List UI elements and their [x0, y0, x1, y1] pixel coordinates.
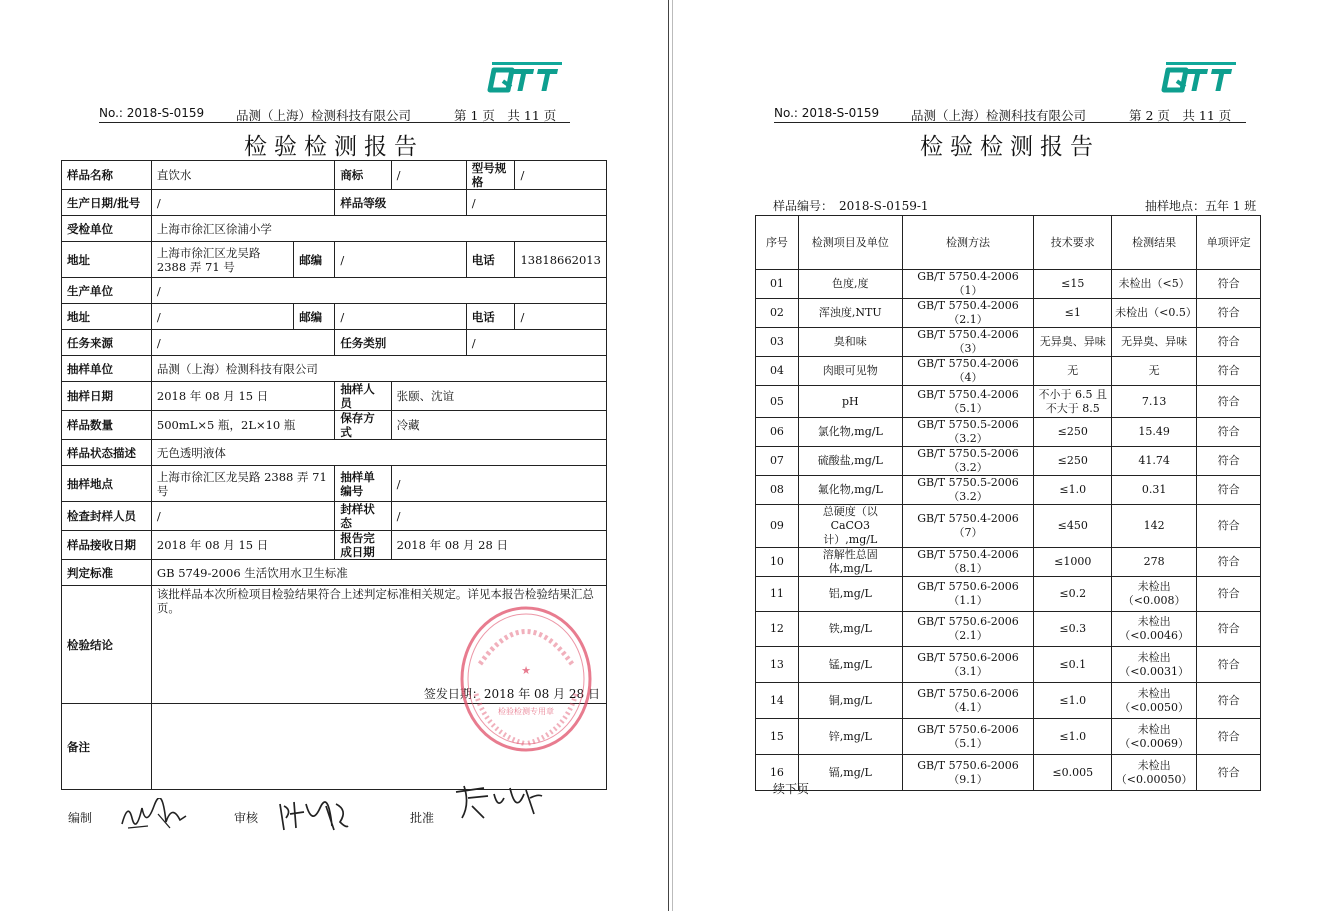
test-item: 硫酸盐,mg/L [798, 447, 902, 476]
approve-label: 批准 [410, 811, 435, 825]
row-number: 12 [756, 612, 799, 647]
requirement: ≤250 [1034, 418, 1112, 447]
field-label: 地址 [62, 304, 152, 330]
requirement: 无 [1034, 357, 1112, 386]
requirement: ≤0.005 [1034, 755, 1112, 791]
field-label: 商标 [335, 161, 391, 190]
requirement: ≤1.0 [1034, 683, 1112, 719]
field-label: 封样状态 [335, 502, 391, 531]
postcode2-value: / [335, 304, 466, 330]
state-value: 无色透明液体 [151, 440, 606, 466]
page-header [774, 106, 1246, 123]
test-result: 278 [1112, 548, 1197, 577]
field-label: 生产日期/批号 [62, 190, 152, 216]
phone-value: 13818662013 [515, 242, 607, 278]
evaluation: 符合 [1197, 719, 1261, 755]
trademark-value: / [391, 161, 466, 190]
review-signature-icon [276, 796, 352, 836]
table-row [62, 330, 607, 356]
table-row [756, 386, 1261, 418]
evaluation: 符合 [1197, 577, 1261, 612]
test-item: pH [798, 386, 902, 418]
table-row [756, 647, 1261, 683]
standard-value: GB 5749-2006 生活饮用水卫生标准 [151, 560, 606, 586]
storage-value: 冷藏 [391, 411, 606, 440]
evaluation: 符合 [1197, 755, 1261, 791]
column-header: 检测方法 [902, 216, 1034, 270]
report-number: No.: 2018-S-0159 [774, 106, 880, 120]
field-label: 抽样日期 [62, 382, 152, 411]
test-method: GB/T 5750.5-2006（3.2） [902, 447, 1034, 476]
address2-value: / [151, 304, 293, 330]
field-label: 任务来源 [62, 330, 152, 356]
quantity-value: 500mL×5 瓶，2L×10 瓶 [151, 411, 334, 440]
requirement: ≤450 [1034, 505, 1112, 548]
test-method: GB/T 5750.6-2006（1.1） [902, 577, 1034, 612]
qtt-logo [484, 60, 562, 94]
test-item: 总硬度（以 CaCO3 计）,mg/L [798, 505, 902, 548]
test-method: GB/T 5750.4-2006 （3） [902, 328, 1034, 357]
evaluation: 符合 [1197, 548, 1261, 577]
field-label: 备注 [62, 704, 152, 790]
field-label: 邮编 [294, 304, 335, 330]
grade-value: / [466, 190, 606, 216]
test-item: 溶解性总固体,mg/L [798, 548, 902, 577]
test-result: 未检出 （<0.0046） [1112, 612, 1197, 647]
prod-date-value: / [151, 190, 334, 216]
test-result: 41.74 [1112, 447, 1197, 476]
field-label: 样品等级 [335, 190, 466, 216]
test-method: GB/T 5750.6-2006（2.1） [902, 612, 1034, 647]
test-method: GB/T 5750.4-2006（8.1） [902, 548, 1034, 577]
conclusion-text: 该批样品本次所检项目检验结果符合上述判定标准相关规定。详见本报告检验结果汇总页。 [156, 587, 594, 615]
evaluation: 符合 [1197, 386, 1261, 418]
postcode-value: / [335, 242, 466, 278]
table-row [756, 548, 1261, 577]
task-type-value: / [466, 330, 606, 356]
report-page-2 [673, 0, 1342, 911]
sampling-date-value: 2018 年 08 月 15 日 [151, 382, 334, 411]
column-header: 技术要求 [1034, 216, 1112, 270]
column-header: 检测结果 [1112, 216, 1197, 270]
field-label: 样品接收日期 [62, 531, 152, 560]
table-row [62, 466, 607, 502]
compile-label: 编制 [68, 811, 93, 825]
row-number: 04 [756, 357, 799, 386]
issue-date: 签发日期：2018 年 08 月 28 日 [423, 687, 600, 701]
qtt-logo [1158, 60, 1236, 94]
model-value: / [515, 161, 607, 190]
table-row [756, 612, 1261, 647]
row-number: 05 [756, 386, 799, 418]
evaluation: 符合 [1197, 476, 1261, 505]
test-item: 色度,度 [798, 270, 902, 299]
test-item: 浑浊度,NTU [798, 299, 902, 328]
field-label: 抽样地点 [62, 466, 152, 502]
row-number: 03 [756, 328, 799, 357]
requirement: ≤250 [1034, 447, 1112, 476]
table-row [62, 278, 607, 304]
table-row [756, 683, 1261, 719]
table-row [756, 328, 1261, 357]
test-result: 无 [1112, 357, 1197, 386]
sheet-no-value: / [391, 466, 606, 502]
qtt-logo-icon [484, 60, 562, 94]
table-row [62, 586, 607, 704]
table-row [62, 560, 607, 586]
test-item: 氯化物,mg/L [798, 418, 902, 447]
test-result: 未检出 （<0.008） [1112, 577, 1197, 612]
page-number: 第 2 页 共 11 页 [1129, 108, 1232, 123]
requirement: ≤0.2 [1034, 577, 1112, 612]
test-item: 铁,mg/L [798, 612, 902, 647]
row-number: 16 [756, 755, 799, 791]
requirement: 无异臭、异味 [1034, 328, 1112, 357]
task-source-value: / [151, 330, 334, 356]
test-item: 锰,mg/L [798, 647, 902, 683]
table-row [62, 704, 607, 790]
row-number: 07 [756, 447, 799, 476]
test-method: GB/T 5750.4-2006（1） [902, 270, 1034, 299]
test-method: GB/T 5750.4-2006（7） [902, 505, 1034, 548]
test-item: 肉眼可见物 [798, 357, 902, 386]
table-row [756, 577, 1261, 612]
approve-signature-icon [454, 784, 544, 824]
table-row [62, 304, 607, 330]
report-title: 检验检测报告 [920, 134, 1100, 160]
sample-number: 样品编号： 2018-S-0159-1 [773, 199, 929, 213]
table-row [62, 216, 607, 242]
requirement: ≤0.3 [1034, 612, 1112, 647]
test-result: 未检出 （<0.0069） [1112, 719, 1197, 755]
test-method: GB/T 5750.4-2006（4） [902, 357, 1034, 386]
qtt-logo-icon [1158, 60, 1236, 94]
seal-state-value: / [391, 502, 606, 531]
test-method: GB/T 5750.6-2006（3.1） [902, 647, 1034, 683]
table-row [62, 440, 607, 466]
company-name: 品测（上海）检测科技有限公司 [911, 108, 1087, 123]
row-number: 15 [756, 719, 799, 755]
table-row [62, 242, 607, 278]
row-number: 02 [756, 299, 799, 328]
table-row [756, 719, 1261, 755]
test-method: GB/T 5750.6-2006（4.1） [902, 683, 1034, 719]
table-row [756, 418, 1261, 447]
report-page-1 [0, 0, 668, 911]
table-row [62, 502, 607, 531]
table-row [756, 270, 1261, 299]
page-header [99, 106, 570, 123]
phone2-value: / [515, 304, 607, 330]
test-result: 15.49 [1112, 418, 1197, 447]
results-table [755, 215, 1261, 791]
evaluation: 符合 [1197, 357, 1261, 386]
row-number: 06 [756, 418, 799, 447]
continued-note: 续下页 [773, 782, 810, 796]
report-title: 检验检测报告 [244, 134, 424, 160]
row-number: 09 [756, 505, 799, 548]
table-row [62, 411, 607, 440]
table-row [756, 357, 1261, 386]
conclusion-cell [151, 586, 606, 704]
column-header: 单项评定 [1197, 216, 1261, 270]
table-row [62, 356, 607, 382]
client-value: 上海市徐汇区徐浦小学 [151, 216, 606, 242]
test-method: GB/T 5750.5-2006（3.2） [902, 418, 1034, 447]
sample-name-value: 直饮水 [151, 161, 334, 190]
company-name: 品测（上海）检测科技有限公司 [236, 108, 412, 123]
row-number: 13 [756, 647, 799, 683]
test-item: 氟化物,mg/L [798, 476, 902, 505]
evaluation: 符合 [1197, 270, 1261, 299]
row-number: 14 [756, 683, 799, 719]
evaluation: 符合 [1197, 299, 1261, 328]
column-header: 检测项目及单位 [798, 216, 902, 270]
test-method: GB/T 5750.5-2006（3.2） [902, 476, 1034, 505]
receive-date-value: 2018 年 08 月 15 日 [151, 531, 334, 560]
table-row [62, 190, 607, 216]
field-label: 电话 [466, 304, 515, 330]
field-label: 样品状态描述 [62, 440, 152, 466]
test-result: 未检出 （<0.0050） [1112, 683, 1197, 719]
test-result: 未检出 （<0.0031） [1112, 647, 1197, 683]
test-result: 未检出 （<0.00050） [1112, 755, 1197, 791]
test-method: GB/T 5750.4-2006（5.1） [902, 386, 1034, 418]
column-header: 序号 [756, 216, 799, 270]
requirement: ≤1.0 [1034, 719, 1112, 755]
row-number: 08 [756, 476, 799, 505]
test-method: GB/T 5750.4-2006（2.1） [902, 299, 1034, 328]
field-label: 样品名称 [62, 161, 152, 190]
test-item: 锌,mg/L [798, 719, 902, 755]
table-row [62, 161, 607, 190]
field-label: 判定标准 [62, 560, 152, 586]
report-info-table [61, 160, 607, 790]
report-number: No.: 2018-S-0159 [99, 106, 205, 120]
requirement: 不小于 6.5 且 不大于 8.5 [1034, 386, 1112, 418]
field-label: 型号规格 [466, 161, 515, 190]
evaluation: 符合 [1197, 612, 1261, 647]
table-row [756, 505, 1261, 548]
requirement: ≤15 [1034, 270, 1112, 299]
evaluation: 符合 [1197, 505, 1261, 548]
requirement: ≤1000 [1034, 548, 1112, 577]
field-label: 报告完成日期 [335, 531, 391, 560]
svg-text:★: ★ [521, 664, 531, 677]
row-number: 10 [756, 548, 799, 577]
requirement: ≤0.1 [1034, 647, 1112, 683]
remark-value [151, 704, 606, 790]
field-label: 抽样人员 [335, 382, 391, 411]
test-result: 0.31 [1112, 476, 1197, 505]
field-label: 检查封样人员 [62, 502, 152, 531]
svg-text:检验检测专用章: 检验检测专用章 [498, 707, 554, 716]
test-item: 铝,mg/L [798, 577, 902, 612]
sealer-value: / [151, 502, 334, 531]
field-label: 样品数量 [62, 411, 152, 440]
field-label: 抽样单编号 [335, 466, 391, 502]
field-label: 电话 [466, 242, 515, 278]
evaluation: 符合 [1197, 447, 1261, 476]
field-label: 检验结论 [62, 586, 152, 704]
table-header-row [756, 216, 1261, 270]
field-label: 地址 [62, 242, 152, 278]
test-item: 铜,mg/L [798, 683, 902, 719]
evaluation: 符合 [1197, 418, 1261, 447]
review-label: 审核 [234, 811, 259, 825]
field-label: 受检单位 [62, 216, 152, 242]
test-item: 镉,mg/L [798, 755, 902, 791]
requirement: ≤1.0 [1034, 476, 1112, 505]
page-number: 第 1 页 共 11 页 [454, 108, 557, 123]
test-method: GB/T 5750.6-2006（9.1） [902, 755, 1034, 791]
address-value: 上海市徐汇区龙吴路 2388 弄 71 号 [151, 242, 293, 278]
evaluation: 符合 [1197, 683, 1261, 719]
requirement: ≤1 [1034, 299, 1112, 328]
table-row [756, 755, 1261, 791]
compile-signature-icon [118, 798, 188, 832]
field-label: 任务类别 [335, 330, 466, 356]
producer-value: / [151, 278, 606, 304]
complete-date-value: 2018 年 08 月 28 日 [391, 531, 606, 560]
test-result: 无异臭、异味 [1112, 328, 1197, 357]
row-number: 01 [756, 270, 799, 299]
test-method: GB/T 5750.6-2006（5.1） [902, 719, 1034, 755]
field-label: 邮编 [294, 242, 335, 278]
evaluation: 符合 [1197, 647, 1261, 683]
row-number: 11 [756, 577, 799, 612]
table-row [62, 531, 607, 560]
site-value: 上海市徐汇区龙吴路 2388 弄 71 号 [151, 466, 334, 502]
table-row [756, 447, 1261, 476]
field-label: 保存方式 [335, 411, 391, 440]
field-label: 抽样单位 [62, 356, 152, 382]
table-row [756, 299, 1261, 328]
evaluation: 符合 [1197, 328, 1261, 357]
sampling-unit-value: 品测（上海）检测科技有限公司 [151, 356, 606, 382]
sample-site: 抽样地点：五年 1 班 [1145, 199, 1257, 213]
field-label: 生产单位 [62, 278, 152, 304]
test-result: 未检出（<0.5） [1112, 299, 1197, 328]
sampler-value: 张颐、沈谊 [391, 382, 606, 411]
table-row [62, 382, 607, 411]
test-item: 臭和味 [798, 328, 902, 357]
test-result: 142 [1112, 505, 1197, 548]
test-result: 7.13 [1112, 386, 1197, 418]
table-row [756, 476, 1261, 505]
test-result: 未检出（<5） [1112, 270, 1197, 299]
